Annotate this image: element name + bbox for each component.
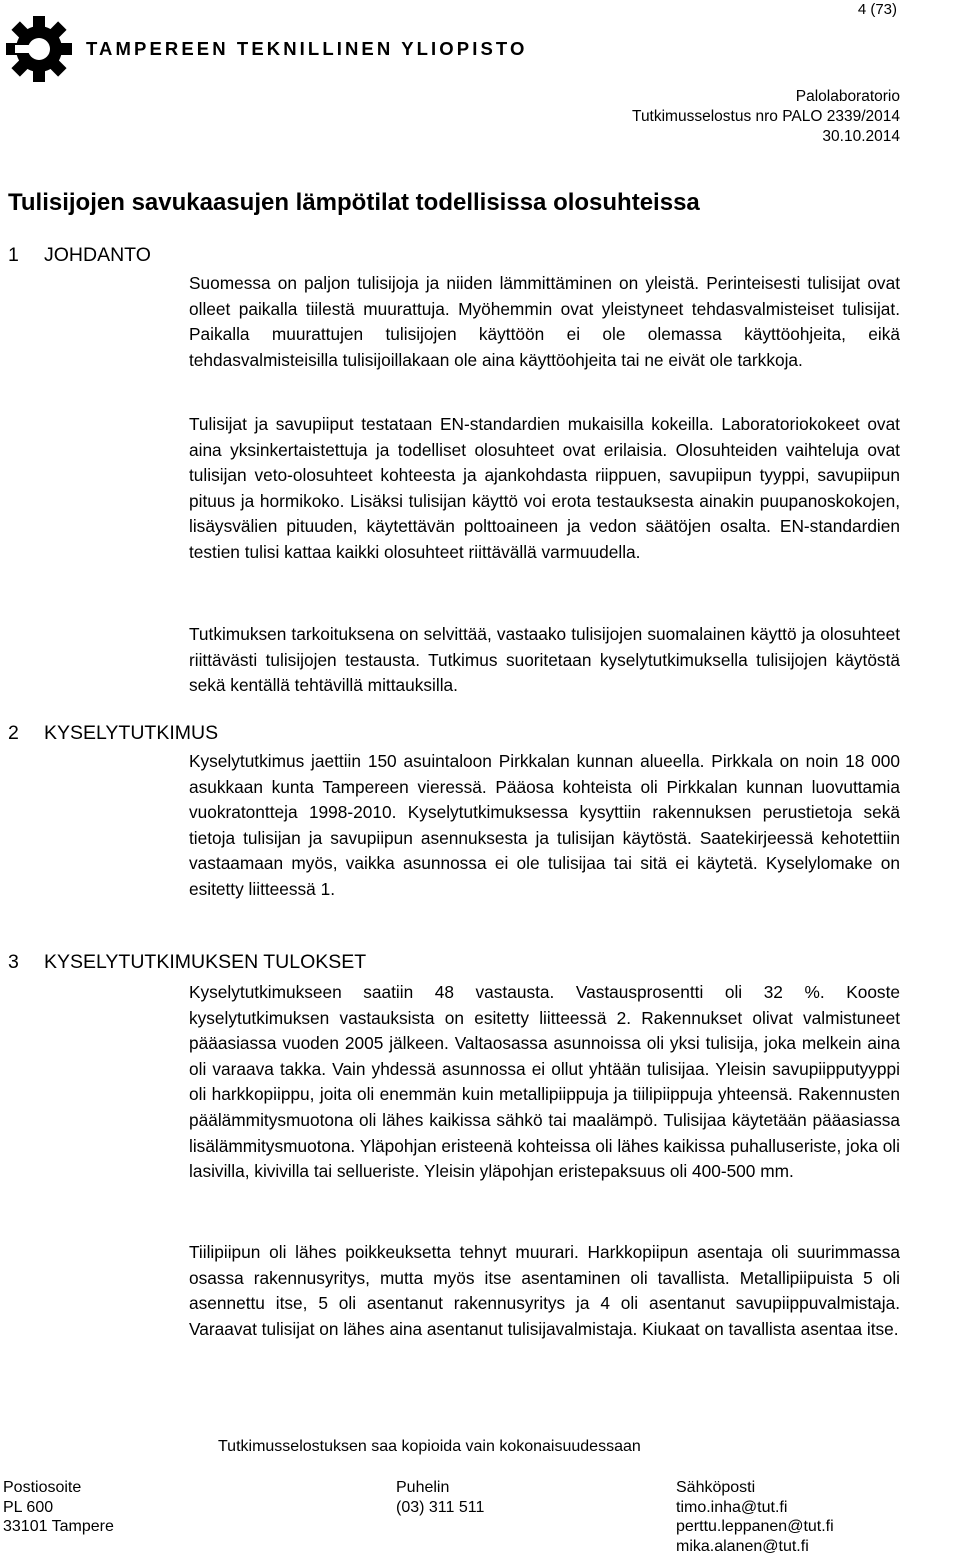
email-address: mika.alanen@tut.fi — [676, 1538, 809, 1556]
paragraph: Kyselytutkimus jaettiin 150 asuintaloon Pirkkalan kunnan alueella. Pirkkala on noin 18 000 asukkaan kunta Tampereen vieressä. Pääosa kohteista oli Pirkkalan kunnan luovuttamia vuokratontteja 1998-2010. Kyselytutkimuksessa kysyttiin rakennuksen perustietoja sekä tietoja tulisijan ja savupiipun asennuksesta ja tulisijan käytöstä. Saatekirjeessä kehotettiin vastaamaan myös, vaikka asunnossa ei ole tulisijaa tai sitä ei käytetä. Kyselylomake on esitetty liitteessä 1. — [189, 751, 900, 899]
document-header — [632, 87, 900, 147]
paragraph: Tiilipiipun oli lähes poikkeuksetta tehnyt muurari. Harkkopiipun asentaja oli suurimmassa osassa rakennusyritys, mutta myös itse asentaminen oli tavallista. Metallipiipuista 5 oli asennettu itse, 5 oli asentanut rakennusyritys ja 4 oli asentanut savupiippuvalmistaja. Varaavat tulisijat on lähes aina asentanut tulisijavalmistaja. Kiukaat on tavallista asentaa itse. — [189, 1242, 900, 1339]
footer-value: PL 600 — [3, 1498, 54, 1516]
paragraph: Tutkimuksen tarkoituksena on selvittää, vastaako tulisijojen suomalainen käyttö ja olosuhteet riittävästi tulisijojen testausta. Tutkimus suoritetaan kyselytutkimuksella tulisijojen käytöstä sekä kentällä tehtävillä mittauksilla. — [189, 624, 900, 696]
section-number: 1 — [8, 244, 19, 266]
section-title: KYSELYTUTKIMUKSEN TULOKSET — [44, 951, 367, 973]
section-heading-johdanto — [8, 244, 151, 267]
footer-label: Postiosoite — [3, 1479, 82, 1496]
paragraph: Kyselytutkimukseen saatiin 48 vastausta. Vastausprosentti oli 32 %. Kooste kyselytutkimuksen vastauksista on esitetty liitteessä 2. Rakennukset olivat valmistuneet pääasiassa vuoden 2005 jälkeen. Valtaosassa asunnoissa oli yksi tulisija, joka melkein aina oli varaava takka. Vain yhdessä asunnossa ei ollut yhtään tulisijaa. Yleisin savupiipputyyppi oli harkkopiippu, joita oli enemmän kuin metallipiippuja ja tiilipiippuja yhteensä. Rakennusten päälämmitysmuotona oli lähes kaikissa sähkö tai maalämpö. Tulisijaa käytetään pääasiassa lisälämmitysmuotona. Yläpohjan eristeenä kohteissa oli lähes kaikissa puhalluseriste, joka oli lasivilla, kivivilla tai sellueriste. Yleisin yläpohjan eristepaksuus oli 400-500 mm. — [189, 982, 900, 1182]
university-name: TAMPEREEN TEKNILLINEN YLIOPISTO — [86, 38, 528, 59]
section-number: 3 — [8, 951, 19, 973]
footer-label: Sähköposti — [676, 1479, 756, 1496]
lab-name: Palolaboratorio — [795, 88, 900, 105]
document-title: Tulisijojen savukaasujen lämpötilat todellisissa olosuhteissa — [8, 189, 700, 216]
report-number: Tutkimusselostus nro PALO 2339/2014 — [632, 108, 900, 125]
paragraph: Suomessa on paljon tulisijoja ja niiden lämmittäminen on yleistä. Perinteisesti tulisijat ovat olleet paikalla tiilestä muurattuja. Myöhemmin ovat yleistyneet tehdasvalmisteiset tulisijat. Paikalla muurattujen tulisijojen käyttöön ei ole olemassa käyttöohjeita, eikä tehdasvalmisteisilla tulisijoillakaan ole aina käyttöohjeita tai ne eivät ole tarkkoja. — [189, 273, 900, 370]
section-heading-kyselytutkimuksen-tulokset — [8, 951, 366, 974]
section-heading-kyselytutkimus — [8, 722, 218, 745]
section-number: 2 — [8, 722, 19, 744]
section-title: KYSELYTUTKIMUS — [44, 722, 219, 744]
report-date: 30.10.2014 — [822, 128, 900, 145]
email-address: perttu.leppanen@tut.fi — [676, 1518, 834, 1536]
page-number: 4 (73) — [857, 1, 897, 18]
footer-phone — [396, 1478, 484, 1517]
tut-logo-gear-icon — [5, 15, 73, 83]
footer-postal — [3, 1478, 114, 1537]
section-title: JOHDANTO — [44, 244, 151, 266]
copy-notice: Tutkimusselostuksen saa kopioida vain kokonaisuudessaan — [218, 1438, 641, 1455]
paragraph: Tulisijat ja savupiiput testataan EN-standardien mukaisilla kokeilla. Laboratoriokokeet ovat aina yksinkertaistettuja ja todelliset olosuhteet ovat erilaisia. Olosuhteiden vaihteluja ovat tulisijan veto-olosuhteet kohteesta ja ajankohdasta riippuen, savupiipun tyyppi, savupiipun pituus ja hormikoko. Lisäksi tulisijan käyttö voi erota testauksesta ainakin puupanoskokojen, lisäysvälien pituuden, käytettävän polttoaineen ja vedon säätöjen osalta. EN-standardien testien tulisi kattaa kaikki olosuhteet riittävällä varmuudella. — [189, 414, 900, 562]
footer-value: 33101 Tampere — [3, 1518, 114, 1536]
footer-value: (03) 311 511 — [396, 1498, 485, 1516]
email-address: timo.inha@tut.fi — [676, 1498, 788, 1516]
footer-label: Puhelin — [396, 1479, 450, 1496]
footer-email — [676, 1478, 834, 1557]
